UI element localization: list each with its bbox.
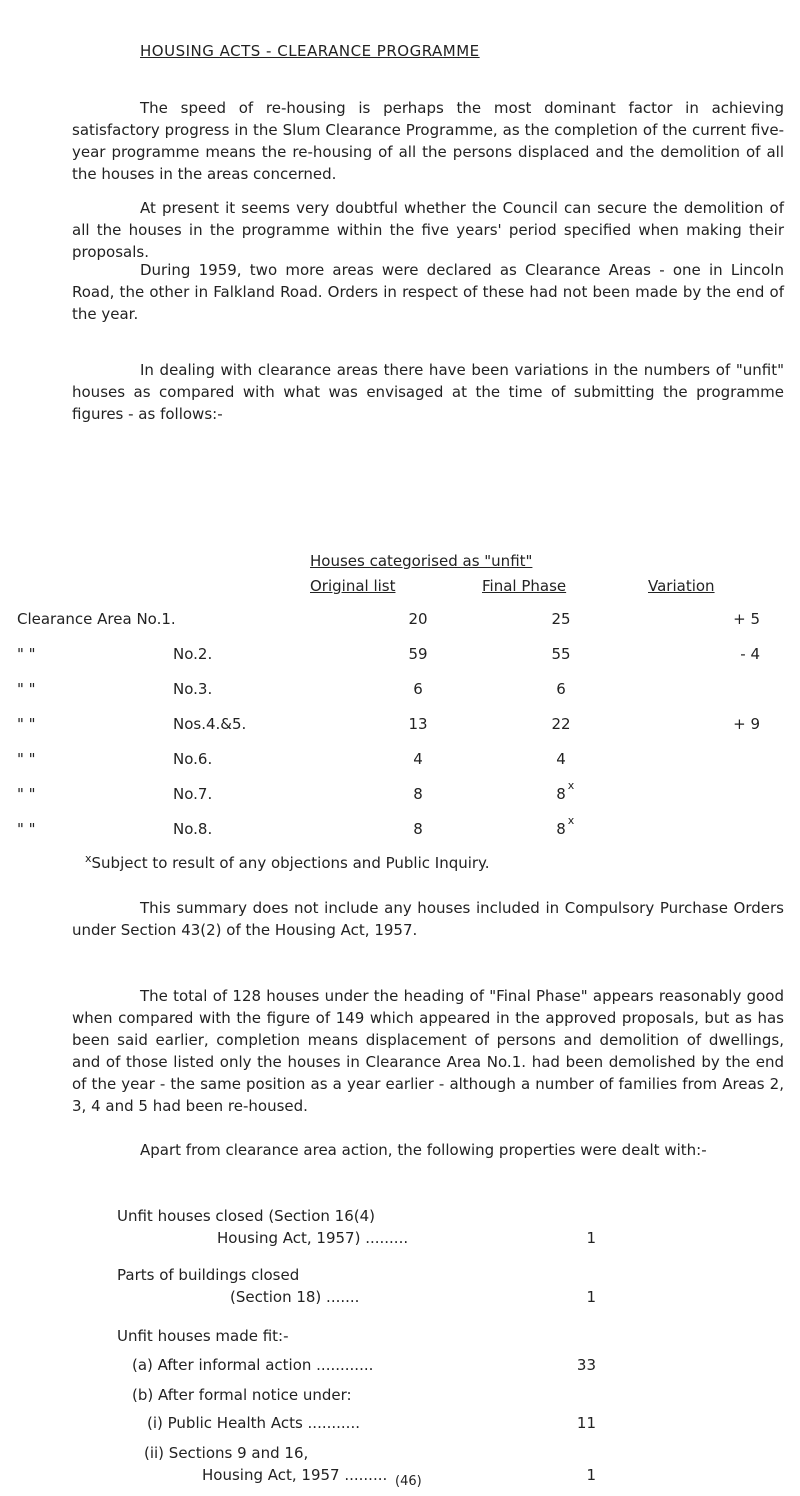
formal-notice-header: (b) After formal notice under: xyxy=(132,1386,352,1404)
sections-label-2: Housing Act, 1957 ......... xyxy=(202,1466,388,1484)
row-label: Clearance Area No.1. xyxy=(17,610,176,628)
ditto-marks: " " xyxy=(17,680,36,698)
footnote-marker: x xyxy=(567,814,575,827)
table-row xyxy=(0,814,800,844)
table-group-header: Houses categorised as "unfit" xyxy=(310,552,533,570)
table-row xyxy=(0,779,800,809)
page-number: (46) xyxy=(395,1474,422,1489)
row-label: " " No.8. xyxy=(17,820,213,838)
unfit-closed-value: 1 xyxy=(586,1229,596,1247)
paragraph-summary-exclusion: This summary does not include any houses included in Compulsory Purchase Orders under Section 43(2) of the Housing Act, 1957. xyxy=(72,899,784,939)
final-value: 8 x xyxy=(556,779,575,803)
ditto-marks: " " xyxy=(17,750,36,768)
column-header-final: Final Phase xyxy=(482,577,567,595)
public-health-value: 11 xyxy=(576,1414,596,1432)
column-header-original: Original list xyxy=(310,577,396,595)
row-label: " " No.2. xyxy=(17,645,213,663)
unfit-closed-label-1: Unfit houses closed (Section 16(4) xyxy=(117,1207,376,1225)
table-row xyxy=(0,715,800,739)
paragraph-rehousing: The speed of re-housing is perhaps the most dominant factor in achieving satisfactory progress in the Slum Clearance Programme, as the completion of the current five-year programme means the re-housing of all the persons displaced and the demolition of all the houses in the areas concerned. xyxy=(72,99,784,183)
original-value: 8 xyxy=(413,785,423,803)
original-value: 4 xyxy=(413,750,423,768)
variation-value: + 9 xyxy=(733,715,760,733)
final-value: 8 x xyxy=(556,814,575,838)
row-label: " " No.7. xyxy=(17,785,213,803)
variation-value: - 4 xyxy=(740,645,760,663)
table-row xyxy=(0,610,800,634)
parts-closed-value: 1 xyxy=(586,1288,596,1306)
original-value: 8 xyxy=(413,820,423,838)
paragraph-demolition-doubt: At present it seems very doubtful whether the Council can secure the demolition of all the houses in the programme within the five years' period specified when making their proposals. xyxy=(72,199,784,261)
final-value: 25 xyxy=(551,610,571,628)
page-title: HOUSING ACTS - CLEARANCE PROGRAMME xyxy=(140,42,480,60)
parts-closed-label-2: (Section 18) ....... xyxy=(230,1288,360,1306)
original-value: 6 xyxy=(413,680,423,698)
sections-label-1: (ii) Sections 9 and 16, xyxy=(144,1444,309,1462)
row-label: " " Nos.4.&5. xyxy=(17,715,247,733)
unfit-closed-label-2: Housing Act, 1957) ......... xyxy=(217,1229,409,1247)
original-value: 13 xyxy=(408,715,428,733)
sections-value: 1 xyxy=(586,1466,596,1484)
parts-closed-label-1: Parts of buildings closed xyxy=(117,1266,300,1284)
column-header-variation: Variation xyxy=(648,577,715,595)
table-row xyxy=(0,680,800,704)
footnote-symbol: x xyxy=(85,852,92,865)
final-value: 6 xyxy=(556,680,566,698)
ditto-marks: " " xyxy=(17,785,36,803)
paragraph-apart-from: Apart from clearance area action, the following properties were dealt with:- xyxy=(140,1141,707,1159)
informal-action-label: (a) After informal action ............ xyxy=(132,1356,374,1374)
ditto-marks: " " xyxy=(17,820,36,838)
table-footnote: $^x$Subject to result of any objections and Public Inquiry. xyxy=(85,852,490,872)
table-row xyxy=(0,750,800,774)
paragraph-final-phase-total: The total of 128 houses under the heading of "Final Phase" appears reasonably good when compared with the figure of 149 which appeared in the approved proposals, but as has been said earlier, completion means displacement of persons and demolition of dwellings, and of those listed only the houses in Clearance Area No.1. had been demolished by the end of the year - the same position as a year earlier - although a number of families from Areas 2, 3, 4 and 5 had been re-housed. xyxy=(72,987,784,1115)
ditto-marks: " " xyxy=(17,645,36,663)
original-value: 20 xyxy=(408,610,428,628)
ditto-marks: " " xyxy=(17,715,36,733)
paragraph-variations: In dealing with clearance areas there have been variations in the numbers of "unfit" houses as compared with what was envisaged at the time of submitting the programme figures - as follows:- xyxy=(72,361,784,423)
table-row xyxy=(0,645,800,669)
row-label: " " No.3. xyxy=(17,680,213,698)
final-value: 4 xyxy=(556,750,566,768)
original-value: 59 xyxy=(408,645,428,663)
made-fit-header: Unfit houses made fit:- xyxy=(117,1327,289,1345)
public-health-label: (i) Public Health Acts ........... xyxy=(147,1414,360,1432)
paragraph-1959-areas: During 1959, two more areas were declared as Clearance Areas - one in Lincoln Road, the other in Falkland Road. Orders in respect of these had not been made by the end of the year. xyxy=(72,261,784,323)
informal-action-value: 33 xyxy=(576,1356,596,1374)
row-label: " " No.6. xyxy=(17,750,213,768)
variation-value: + 5 xyxy=(733,610,760,628)
final-value: 22 xyxy=(551,715,571,733)
footnote-marker: x xyxy=(567,779,575,792)
final-value: 55 xyxy=(551,645,571,663)
